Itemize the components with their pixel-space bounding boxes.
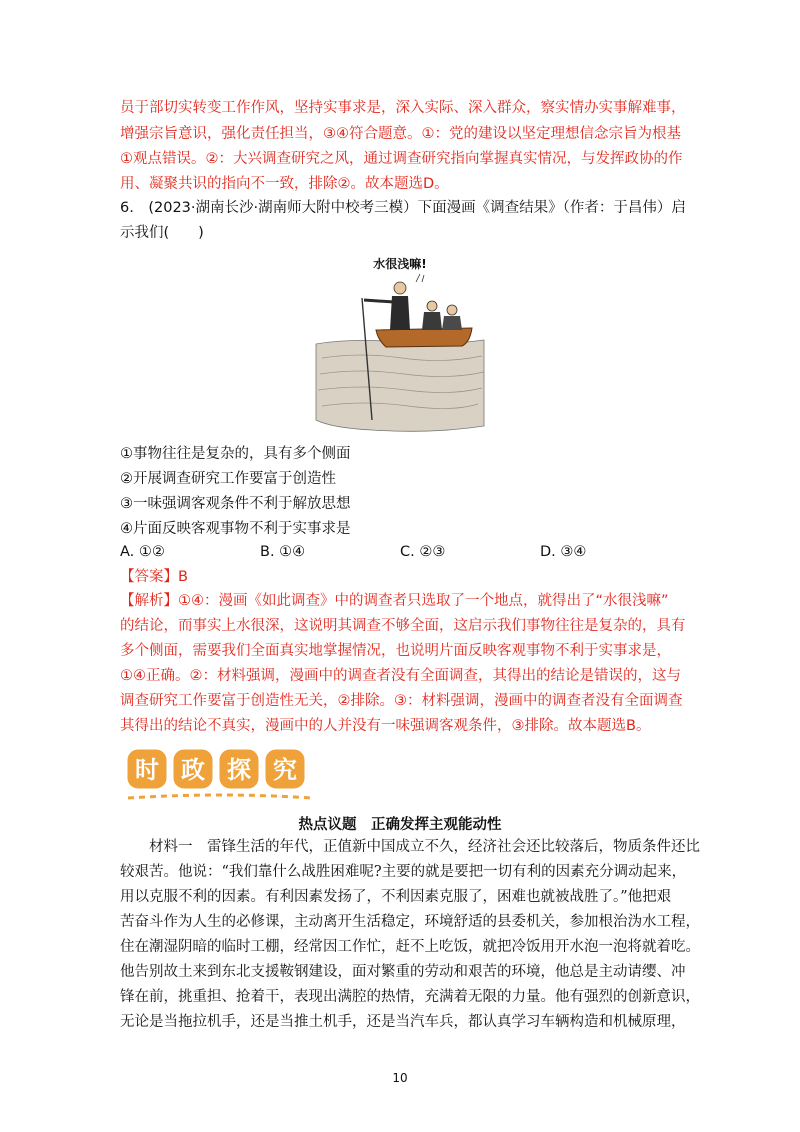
material-line: 住在潮湿阴暗的临时工棚，经常因工作忙，赶不上吃饭，就把冷饭用开水泡一泡将就着吃。	[120, 939, 700, 955]
prev-analysis-line: 用、凝聚共识的指向不一致，排除②。故本题选D。	[120, 176, 449, 192]
material-line: 苦奋斗作为人生的必修课，主动离开生活稳定，环境舒适的县委机关，参加根治沩水工程，	[120, 914, 700, 930]
analysis-label: 【解析】	[120, 593, 178, 609]
analysis-line: 的结论，而事实上水很深，这说明其调查不够全面，这启示我们事物往往是复杂的，具有	[120, 618, 686, 634]
section-banner	[120, 742, 320, 806]
material-line: 他告别故土来到东北支援鞍钢建设，面对繁重的劳动和艰苦的环境，他总是主动请缨、冲	[120, 964, 686, 980]
material-line: 较艰苦。他说：“我们靠什么战胜困难呢?主要的就是要把一切有利的因素充分调动起来，	[120, 864, 687, 880]
answer-label: 【答案】	[120, 569, 178, 585]
cartoon-image	[312, 248, 488, 436]
question-stem-cont: 示我们( )	[120, 225, 204, 241]
option-c: C. ②③	[400, 544, 446, 560]
banner-char: 时	[135, 756, 159, 784]
material-line: 材料一 雷锋生活的年代，正值新中国成立不久，经济社会还比较落后，物质条件还比	[120, 839, 700, 855]
banner-char: 探	[227, 756, 251, 784]
prev-analysis-line: 员于部切实转变工作作风，坚持实事求是，深入实际、深入群众，察实情办实事解难事，	[120, 100, 686, 116]
statement-item: ③一味强调客观条件不利于解放思想	[120, 496, 351, 512]
prev-analysis-line: 增强宗旨意识，强化责任担当，③④符合题意。①：党的建设以坚定理想信念宗旨为根基	[120, 126, 681, 142]
banner-tile	[172, 748, 214, 790]
banner-char: 政	[181, 756, 205, 784]
analysis-line: 其得出的结论不真实，漫画中的人并没有一味强调客观条件，③排除。故本题选B。	[120, 718, 651, 734]
page-number: 10	[392, 1071, 408, 1085]
option-a: A. ①②	[120, 544, 165, 560]
material-line: 无论是当拖拉机手，还是当推土机手，还是当汽车兵，都认真学习车辆构造和机械原理，	[120, 1014, 686, 1030]
analysis-line: 多个侧面，需要我们全面真实地掌握情况，也说明片面反映客观事物不利于实事求是，	[120, 643, 671, 659]
banner-tile	[218, 748, 260, 790]
statement-item: ②开展调查研究工作要富于创造性	[120, 471, 336, 487]
cartoon-caption: 水很浅嘛!	[373, 257, 427, 271]
banner-underline	[128, 795, 312, 798]
banner-tile	[264, 748, 306, 790]
option-d: D. ③④	[540, 544, 587, 560]
answer-line	[120, 567, 188, 587]
banner-tile	[126, 748, 168, 790]
prev-analysis-line: ①观点错误。②：大兴调查研究之风，通过调查研究指向掌握真实情况，与发挥政协的作	[120, 151, 683, 167]
material-line: 用以克服不利的因素。有利因素发扬了，不利因素克服了，困难也就被战胜了。”他把艰	[120, 889, 672, 905]
analysis-text: ①④：漫画《如此调查》中的调查者只选取了一个地点，就得出了“水很浅嘛”	[178, 593, 669, 609]
analysis-first-line	[120, 591, 685, 611]
banner-char: 究	[273, 756, 297, 784]
answer-value: B	[178, 569, 188, 585]
topic-title: 热点议题 正确发挥主观能动性	[298, 817, 502, 833]
analysis-line: ①④正确。②：材料强调，漫画中的调查者没有全面调查，其得出的结论是错误的，这与	[120, 668, 681, 684]
statement-item: ①事物往往是复杂的，具有多个侧面	[120, 446, 351, 462]
option-b: B. ①④	[260, 544, 306, 560]
material-line: 锋在前，挑重担、抢着干，表现出满腔的热情，充满着无限的力量。他有强烈的创新意识，	[120, 989, 700, 1005]
analysis-line: 调查研究工作要富于创造性无关，②排除。③：材料强调，漫画中的调查者没有全面调查	[120, 693, 683, 709]
statement-item: ④片面反映客观事物不利于实事求是	[120, 521, 351, 537]
question-stem: 6. (2023·湖南长沙·湖南师大附中校考三模）下面漫画《调查结果》（作者：于昌伟）启	[120, 200, 686, 216]
